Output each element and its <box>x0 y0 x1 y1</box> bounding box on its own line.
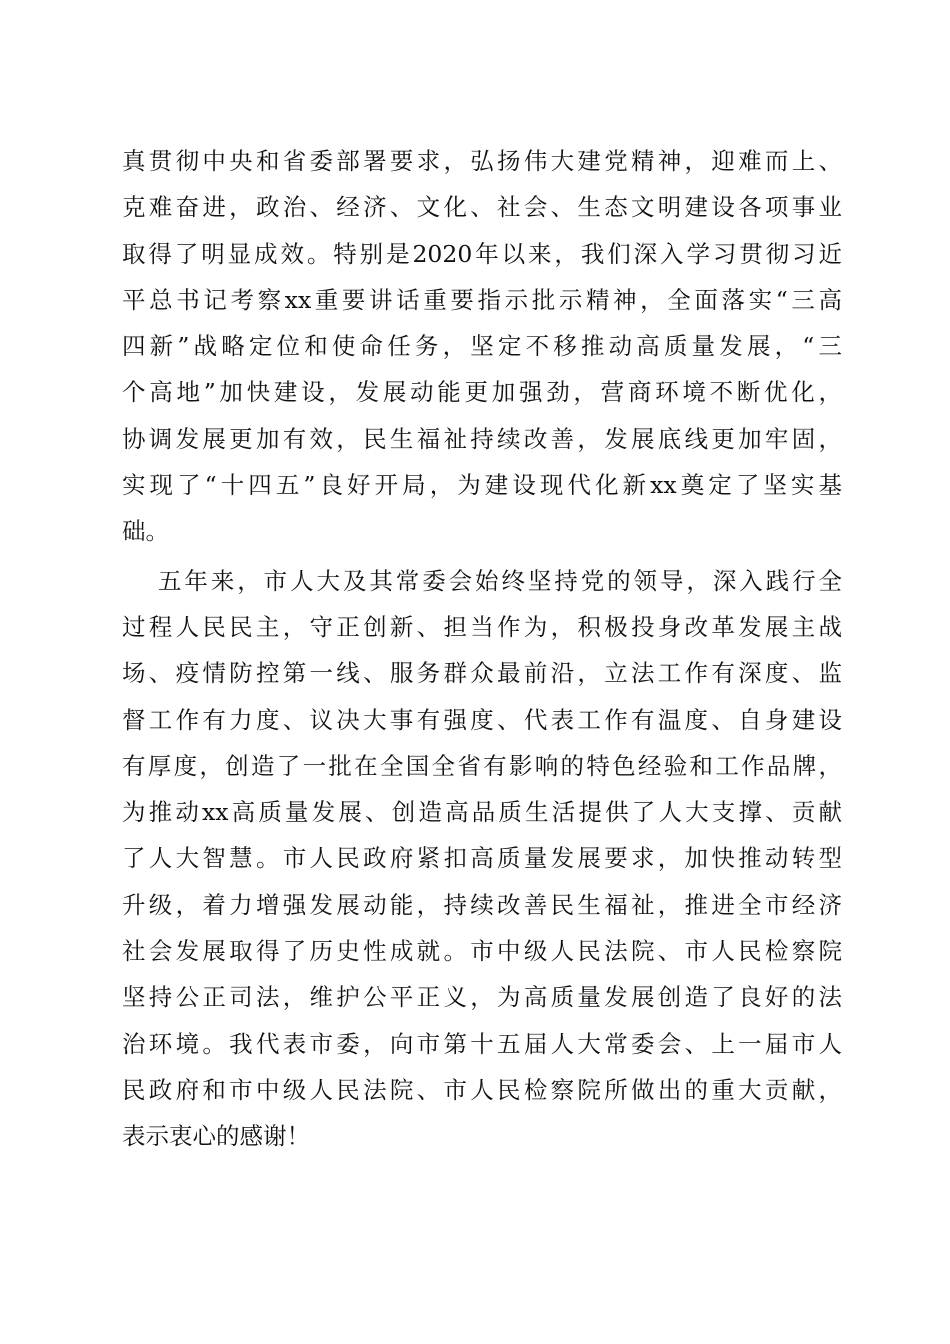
text-line: 治环境。我代表市委，向市第十五届人大常委会、上一届市人 <box>122 1029 842 1058</box>
document-body <box>122 138 842 1160</box>
text-line: 实现了“十四五”良好开局，为建设现代化新xx奠定了坚实基 <box>122 471 842 500</box>
text-line: 了人大智慧。市人民政府紧扣高质量发展要求，加快推动转型 <box>122 844 842 873</box>
text-line: 础。 <box>122 517 169 546</box>
text-line: 取得了明显成效。特别是2020年以来，我们深入学习贯彻习近 <box>122 239 842 268</box>
text-line: 升级，着力增强发展动能，持续改善民生福祉，推进全市经济 <box>122 890 842 919</box>
text-line: 过程人民民主，守正创新、担当作为，积极投身改革发展主战 <box>122 612 842 641</box>
text-line: 社会发展取得了历史性成就。市中级人民法院、市人民检察院 <box>122 937 842 966</box>
text-line: 场、疫情防控第一线、服务群众最前沿，立法工作有深度、监 <box>122 659 842 688</box>
text-line: 督工作有力度、议决大事有强度、代表工作有温度、自身建设 <box>122 705 842 734</box>
text-line: 五年来，市人大及其常委会始终坚持党的领导，深入践行全 <box>158 566 842 595</box>
text-line: 有厚度，创造了一批在全国全省有影响的特色经验和工作品牌， <box>122 751 842 780</box>
text-line: 表示衷心的感谢！ <box>122 1122 310 1151</box>
text-line: 坚持公正司法，维护公平正义，为高质量发展创造了良好的法 <box>122 983 842 1012</box>
text-line: 平总书记考察xx重要讲话重要指示批示精神，全面落实“三高 <box>122 285 842 314</box>
paragraph-1 <box>122 138 842 555</box>
text-line: 真贯彻中央和省委部署要求，弘扬伟大建党精神，迎难而上、 <box>122 147 842 175</box>
text-line: 民政府和市中级人民法院、市人民检察院所做出的重大贡献， <box>122 1075 842 1104</box>
paragraph-2 <box>122 558 842 1160</box>
text-line: 克难奋进，政治、经济、文化、社会、生态文明建设各项事业 <box>122 193 842 222</box>
text-line: 为推动xx高质量发展、创造高品质生活提供了人大支撑、贡献 <box>122 798 842 827</box>
text-line: 个高地”加快建设，发展动能更加强劲，营商环境不断优化， <box>122 378 842 407</box>
text-line: 四新”战略定位和使命任务，坚定不移推动高质量发展，“三 <box>122 332 842 361</box>
text-line: 协调发展更加有效，民生福祉持续改善，发展底线更加牢固， <box>122 424 842 453</box>
